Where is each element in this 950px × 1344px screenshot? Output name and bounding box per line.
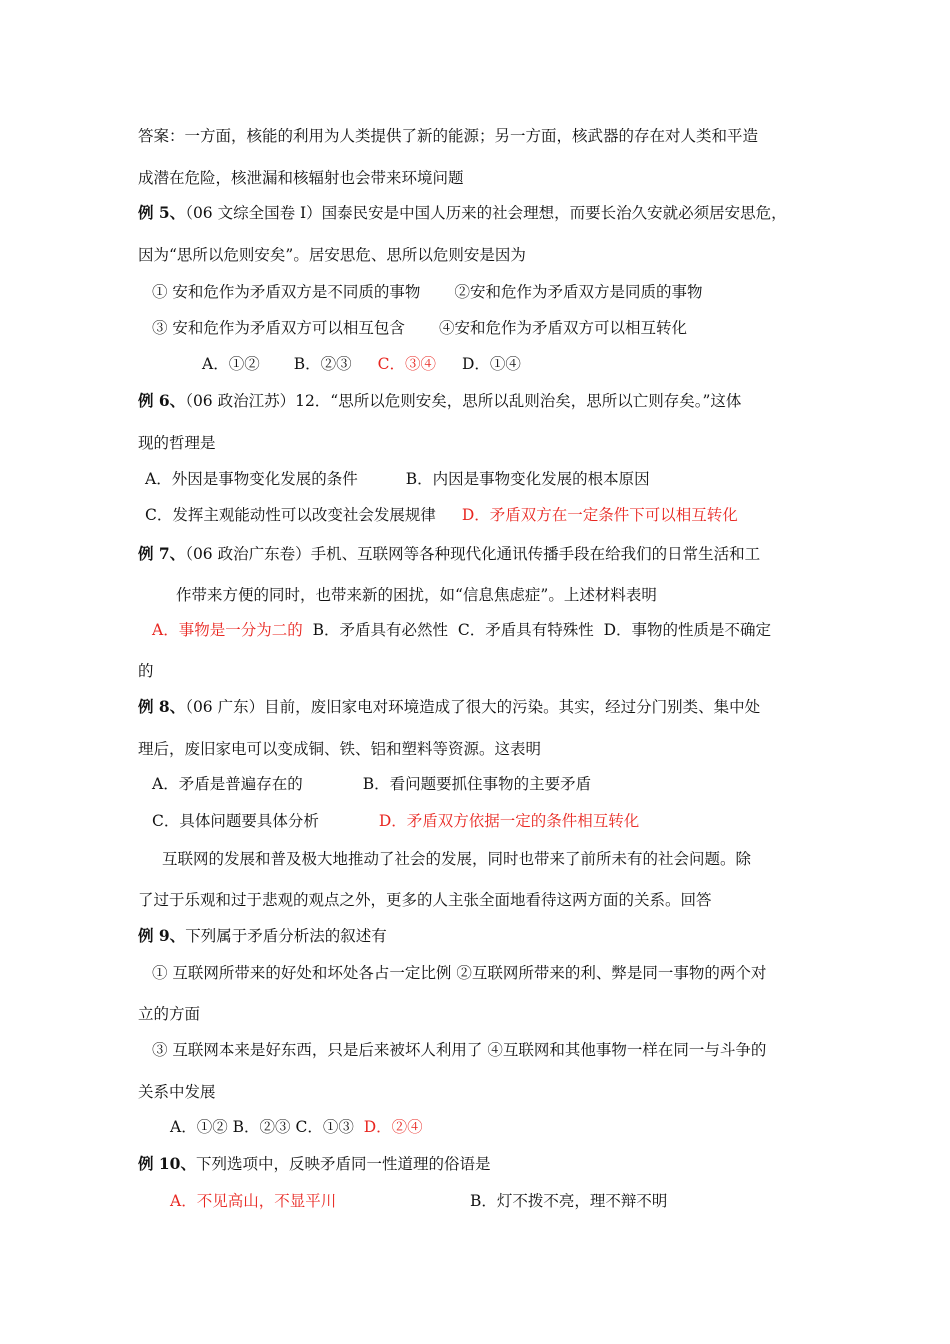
ex5-option-a: A．①② (202, 355, 260, 373)
ex8-option-b: B．看问题要抓住事物的主要矛盾 (362, 775, 592, 793)
ex5-statements-row-1 (152, 282, 702, 302)
ex9-option-c: C．①③ (295, 1118, 354, 1136)
ex6-label: 例 6、 (138, 391, 186, 410)
ex8-option-c: C．具体问题要具体分析 (152, 812, 319, 830)
ex8-options-row-1 (152, 774, 591, 794)
ex5-stem-line-2: 因为“思所以危则安矣”。居安思危、思所以危则安是因为 (138, 246, 526, 264)
ex5-statement-1: ① 安和危作为矛盾双方是不同质的事物 (152, 283, 421, 301)
ex8-stem-1: （06 广东）目前，废旧家电对环境造成了很大的污染。其实，经过分门别类、集中处 (185, 698, 761, 716)
ex7-stem-line-1 (138, 544, 760, 564)
ex9-label: 例 9、 (138, 926, 186, 945)
ex5-stem-1: （06 文综全国卷 I）国泰民安是中国人历来的社会理想，而要长治久安就必须居安思危， (185, 204, 787, 222)
ex5-statements-row-2 (152, 318, 687, 338)
ex9-option-a: A．①② (170, 1118, 228, 1136)
ex7-stem-line-2: 作带来方便的同时，也带来新的困扰，如“信息焦虑症”。上述材料表明 (176, 586, 657, 604)
ex6-option-a: A．外因是事物变化发展的条件 (145, 470, 358, 488)
ex5-option-b: B．②③ (293, 355, 352, 373)
ex6-stem-line-1 (138, 391, 741, 411)
ex7-label: 例 7、 (138, 544, 186, 563)
ex9-statements-3-4-continued: 关系中发展 (138, 1083, 216, 1101)
ex9-option-b: B．②③ (232, 1118, 291, 1136)
ex7-option-b: B．矛盾具有必然性 (312, 621, 448, 639)
ex6-option-c: C．发挥主观能动性可以改变社会发展规律 (145, 506, 436, 524)
ex6-option-b: B．内因是事物变化发展的根本原因 (405, 470, 650, 488)
ex7-option-d-continued: 的 (138, 662, 154, 680)
ex8-stem-line-1 (138, 697, 760, 717)
ex9-option-d: D．②④ (363, 1118, 423, 1136)
ex8-stem-line-2: 理后，废旧家电可以变成铜、铁、铝和塑料等资源。这表明 (138, 740, 542, 758)
ex7-stem-1: （06 政治广东卷）手机、互联网等各种现代化通讯传播手段在给我们的日常生活和工 (185, 545, 761, 563)
answer-line-2: 成潜在危险，核泄漏和核辐射也会带来环境问题 (138, 169, 464, 187)
ex5-stem-line-1 (138, 203, 787, 223)
ex10-label: 例 10、 (138, 1154, 196, 1173)
ex6-options-row-2 (145, 505, 738, 525)
ex9-options (170, 1117, 423, 1137)
ex5-options (202, 354, 521, 374)
ex5-label: 例 5、 (138, 203, 186, 222)
ex8-options-row-2 (152, 811, 639, 831)
ex6-options-row-1 (145, 469, 650, 489)
ex8-label: 例 8、 (138, 697, 186, 716)
ex10-stem-line (138, 1154, 490, 1174)
ex5-statement-3: ③ 安和危作为矛盾双方可以相互包含 (152, 319, 405, 337)
ex7-options (152, 620, 771, 640)
ex6-stem-line-2: 现的哲理是 (138, 434, 216, 452)
ex9-statements-3-4: ③ 互联网本来是好东西，只是后来被坏人利用了 ④互联网和其他事物一样在同一与斗争的 (152, 1041, 767, 1059)
ex5-statement-4: ④安和危作为矛盾双方可以相互转化 (438, 319, 687, 337)
ex9-stem-line (138, 926, 387, 946)
ex5-option-d: D．①④ (461, 355, 521, 373)
ex10-option-b: B．灯不拨不亮，理不辩不明 (470, 1192, 668, 1210)
ex5-option-c: C．③④ (377, 355, 436, 373)
ex7-option-d: D．事物的性质是不确定 (603, 621, 771, 639)
ex9-statements-1-2-continued: 立的方面 (138, 1005, 201, 1023)
ex9-stem: 下列属于矛盾分析法的叙述有 (185, 927, 387, 945)
ex10-stem: 下列选项中，反映矛盾同一性道理的俗语是 (195, 1155, 491, 1173)
ex10-option-a: A．不见高山，不显平川 (170, 1192, 337, 1210)
passage-line-1: 互联网的发展和普及极大地推动了社会的发展，同时也带来了前所未有的社会问题。除 (162, 850, 752, 868)
ex9-statements-1-2: ① 互联网所带来的好处和坏处各占一定比例 ②互联网所带来的利、弊是同一事物的两个对 (152, 964, 767, 982)
ex6-stem-1: （06 政治江苏）12．“思所以危则安矣，思所以乱则治矣，思所以亡则存矣。”这体 (185, 392, 742, 410)
ex8-option-a: A．矛盾是普遍存在的 (152, 775, 303, 793)
ex8-option-d: D．矛盾双方依据一定的条件相互转化 (378, 812, 640, 830)
ex7-option-c: C．矛盾具有特殊性 (457, 621, 594, 639)
ex7-option-a: A．事物是一分为二的 (152, 621, 303, 639)
ex6-option-d: D．矛盾双方在一定条件下可以相互转化 (461, 506, 738, 524)
ex5-statement-2: ②安和危作为矛盾双方是同质的事物 (454, 283, 703, 301)
answer-line-1: 答案：一方面，核能的利用为人类提供了新的能源；另一方面，核武器的存在对人类和平造 (138, 127, 759, 145)
passage-line-2: 了过于乐观和过于悲观的观点之外，更多的人主张全面地看待这两方面的关系。回答 (138, 891, 712, 909)
